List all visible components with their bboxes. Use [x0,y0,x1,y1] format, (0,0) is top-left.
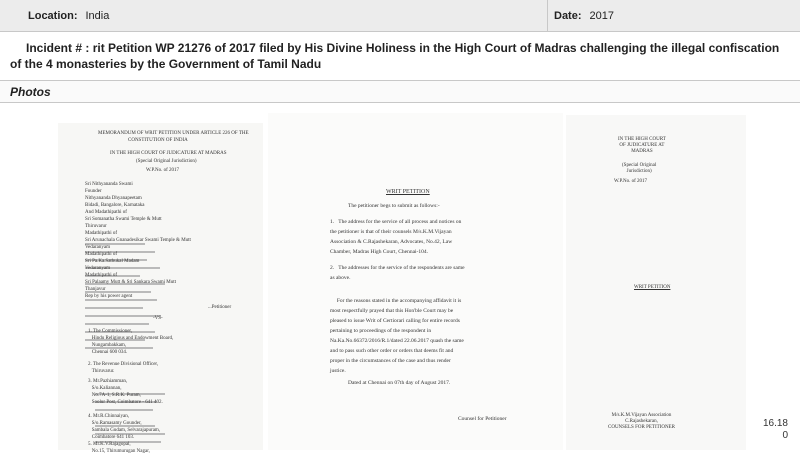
writ-petition-title: WRIT PETITION [386,189,430,195]
location-label: Location: [28,10,78,22]
header-bar [0,0,800,32]
memorandum-page [58,123,263,454]
page-number-line-1: 16.18 [762,418,788,429]
memorandum-respondent-3: 3. Mr.Pazhiamman, S/o.Kaliannan, No.7A-1, S.R.K. Puram, Soolur Post, Coimbatore - 641 402. [88,379,163,405]
incident-row [0,33,800,81]
memorandum-wp-number: W.P.No. of 2017 [146,168,180,173]
memorandum-petitioner-block: Sri Nithyananda Swami Founder Nithyananda Dhyanapeetam Bidadi, Bangalore, Karnataka And Madathipathi of Sri Somanatha Swami Temple & Mutt Thiruvarur Madathipathi of Sri Arunachala Gnanadesikar Swami Temple & Mutt Vedaranyam Madathipathi of Sri Pa.Ka.Sathukal Madam Vedaranyam Madathipathi of Sri Palaamy Mutt & Sri Sankara Swami Mutt Thanjavur Rep by his power agent [85,182,191,299]
cover-jurisdiction: (Special Original Jurisdiction) [622,163,657,174]
memorandum-heading-line-2: CONSTITUTION OF INDIA [128,138,188,143]
incident-text: rit Petition WP 21276 of 2017 filed by His Divine Holiness in the High Court of Madras challenging the illegal confiscation of the 4 monasteries by the Government of Tamil Nadu [10,41,780,71]
memorandum-respondent-2: 2. The Revenue Divisional Officer, Thiruvarur. [88,362,159,374]
cover-counsel: M/s.K.M.Vijayan Association C.Rajashekaran, COUNSELS FOR PETITIONER [608,413,675,430]
memorandum-respondent-5: 5. Mr.K.V.Rajagopal, No.15, Thirumurugan Nagar, [88,442,150,454]
photo-area [0,103,800,454]
page-number [763,418,788,442]
memorandum-petitioner-role: ...Petitioner [208,305,232,310]
cover-page [566,115,746,450]
location-cell [0,0,548,32]
incident-label: Incident # : [26,41,90,55]
memorandum-vs: -VS- [153,316,163,321]
writ-petition-para-2: 2. The addresses for the service of the respondents are same as above. [330,265,465,281]
writ-petition-dated: Dated at Chennai on 07th day of August 2017. [348,380,451,386]
date-value: 2017 [589,10,614,22]
cover-court: IN THE HIGH COURT OF JUDICATURE AT MADRAS [618,137,666,154]
memorandum-respondent-1: 1. The Commissioner, Hindu Religious and Endowment Board, Nungambakkam, Chennai 600 034. [88,329,174,355]
writ-petition-para-1: 1. The address for the service of all process and notices on the petitioner is that of their counsels M/s.K.M.Vijayan Association & C.Rajashekaran, Advocates, No.42, Law Chamber, Madras High Court, Chennai-104. [330,219,462,255]
date-label: Date: [554,10,582,22]
memorandum-respondent-4: 4. Mr.R.Chinnaiyan, S/o.Ramasamy Gounder, Sambala Gudam, Selvarajapuram, Coimbatore 641 103. [88,414,161,440]
writ-petition-counsel: Counsel for Petitioner [458,416,507,422]
memorandum-court: IN THE HIGH COURT OF JUDICATURE AT MADRAS [110,151,227,156]
writ-petition-intro: The petitioner begs to submit as follows:- [348,203,440,209]
location-value: India [85,10,110,22]
page-number-line-2: 0 [782,430,788,441]
memorandum-jurisdiction: (Special Original Jurisdiction) [136,159,197,164]
memorandum-heading-line-1: MEMORANDUM OF WRIT PETITION UNDER ARTICLE 226 OF THE [98,131,249,136]
writ-petition-prayer: For the reasons stated in the accompanying affidavit it is most respectfully prayed that this Hon'ble Court may be pleased to issue Writ of Certiorari calling for entire records pertaining to proceedings of the respondent in Na.Ka.No.66372/2016/R.1/dated 22.06.2017 quash the same and to pass such other order or orders that deems fit and proper in the circumstances of the case and thus render justice. [330,298,464,374]
photos-heading: Photos [0,81,800,103]
cover-wp-number: W.P.No. of 2017 [614,179,648,184]
writ-petition-page [268,113,563,450]
cover-writ-petition: WRIT PETITION [634,285,671,290]
date-cell [548,0,800,32]
